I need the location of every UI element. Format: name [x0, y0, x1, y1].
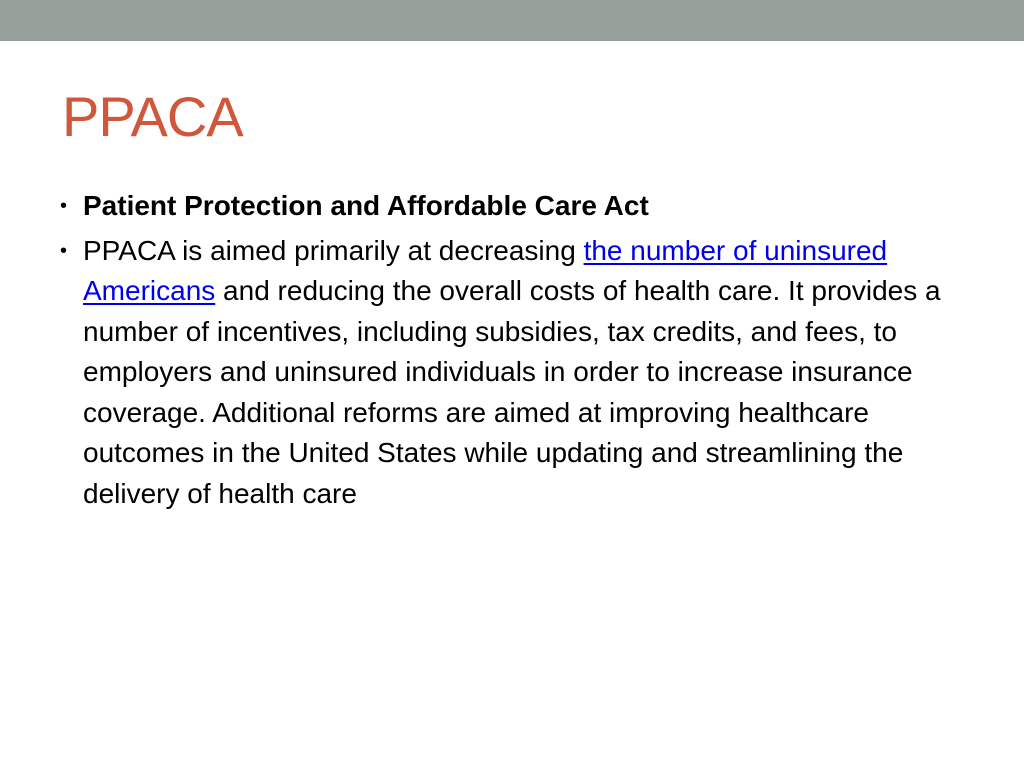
bullet-text-before-link: PPACA is aimed primarily at decreasing — [83, 234, 584, 266]
bullet-text-after-link: and reducing the overall costs of health care. It provides a number of incentives, including subsidies, tax credits, and fees, to employers and uninsured individuals in order to increase insurance coverage. Additional reforms are aimed at improving healthcare outcomes in the United States while updating and streamlining the delivery of health care — [83, 275, 941, 509]
bullet-list — [60, 186, 950, 518]
bullet-text: Patient Protection and Affordable Care Act — [83, 190, 649, 221]
slide-title: PPACA — [62, 85, 243, 148]
bullet-item-act-name — [60, 186, 950, 227]
bullet-icon: • — [60, 195, 68, 217]
top-accent-bar — [0, 0, 1024, 41]
bullet-item-description — [60, 231, 950, 515]
uninsured-americans-link[interactable]: the number of uninsured Americans — [83, 234, 888, 306]
bullet-icon: • — [60, 239, 68, 262]
